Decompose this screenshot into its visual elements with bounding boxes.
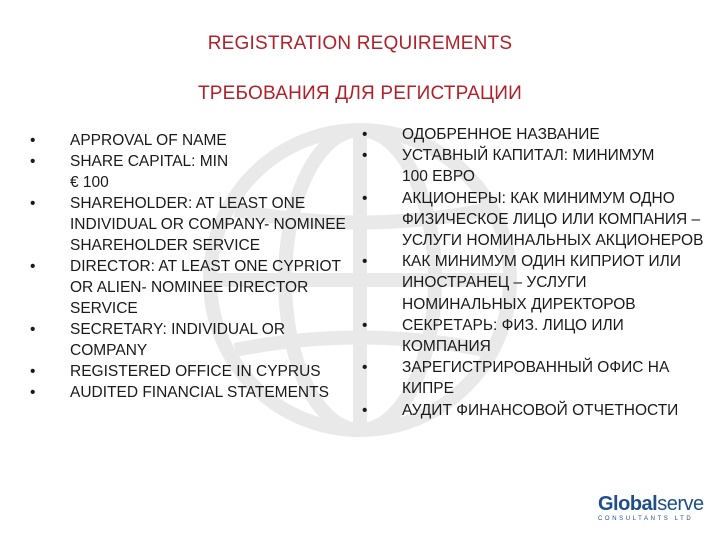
list-item: • DIRECTOR: AT LEAST ONE CYPRIOT OR ALIEN- NOMINEE DIRECTOR SERVICE bbox=[30, 258, 341, 317]
bullet-icon: • bbox=[362, 189, 368, 207]
list-item: • СЕКРЕТАРЬ: ФИЗ. ЛИЦО ИЛИ КОМПАНИЯ bbox=[362, 316, 624, 356]
bullet-icon: • bbox=[30, 132, 36, 149]
bullet-icon: • bbox=[30, 321, 36, 338]
bullet-icon: • bbox=[30, 258, 36, 275]
bullet-icon: • bbox=[362, 253, 368, 271]
bullet-icon: • bbox=[30, 153, 36, 170]
list-item: • AUDITED FINANCIAL STATEMENTS bbox=[30, 384, 329, 401]
requirements-list-russian bbox=[362, 124, 714, 421]
list-item: • ОДОБРЕННОЕ НАЗВАНИЕ bbox=[362, 124, 714, 145]
list-item: • ЗАРЕГИСТРИРОВАННЫЙ ОФИС НА КИПРЕ bbox=[362, 359, 670, 398]
list-item: • УСТАВНЫЙ КАПИТАЛ: МИНИМУМ 100 ЕВРО bbox=[362, 147, 655, 186]
list-item: • КАК МИНИМУМ ОДИН КИПРИОТ ИЛИ ИНОСТРАНЕЦ – УСЛУГИ НОМИНАЛЬНЫХ ДИРЕКТОРОВ bbox=[362, 253, 681, 313]
list-item: • SECRETARY: INDIVIDUAL OR COMPANY bbox=[30, 321, 286, 359]
list-item: • SHAREHOLDER: AT LEAST ONE INDIVIDUAL OR COMPANY- NOMINEE SHAREHOLDER SERVICE bbox=[30, 195, 346, 254]
bullet-icon: • bbox=[30, 384, 36, 401]
bullet-icon: • bbox=[30, 363, 36, 380]
bullet-icon: • bbox=[362, 316, 368, 334]
bullet-icon: • bbox=[362, 359, 368, 377]
bullet-icon: • bbox=[362, 401, 368, 419]
list-item: • АКЦИОНЕРЫ: КАК МИНИМУМ ОДНО ФИЗИЧЕСКОЕ ЛИЦО ИЛИ КОМПАНИЯ – УСЛУГИ НОМИНАЛЬНЫХ АКЦИОНЕРОВ bbox=[362, 189, 704, 250]
logo-subtitle: CONSULTANTS LTD bbox=[598, 516, 694, 522]
title-english: REGISTRATION REQUIREMENTS bbox=[207, 33, 513, 54]
requirements-list-english bbox=[30, 130, 350, 403]
list-item: • REGISTERED OFFICE IN CYPRUS bbox=[30, 363, 321, 380]
bullet-icon: • bbox=[362, 126, 368, 143]
company-logo bbox=[598, 494, 704, 528]
logo-wordmark: Globalserve bbox=[598, 493, 704, 515]
list-item: • APPROVAL OF NAME bbox=[30, 132, 227, 149]
bullet-icon: • bbox=[30, 195, 36, 212]
bullet-icon: • bbox=[362, 147, 368, 165]
list-item: • SHARE CAPITAL: MIN € 100 bbox=[30, 153, 229, 191]
title-russian: ТРЕБОВАНИЯ ДЛЯ РЕГИСТРАЦИИ bbox=[197, 83, 523, 104]
list-item: • АУДИТ ФИНАНСОВОЙ ОТЧЕТНОСТИ bbox=[362, 400, 714, 421]
